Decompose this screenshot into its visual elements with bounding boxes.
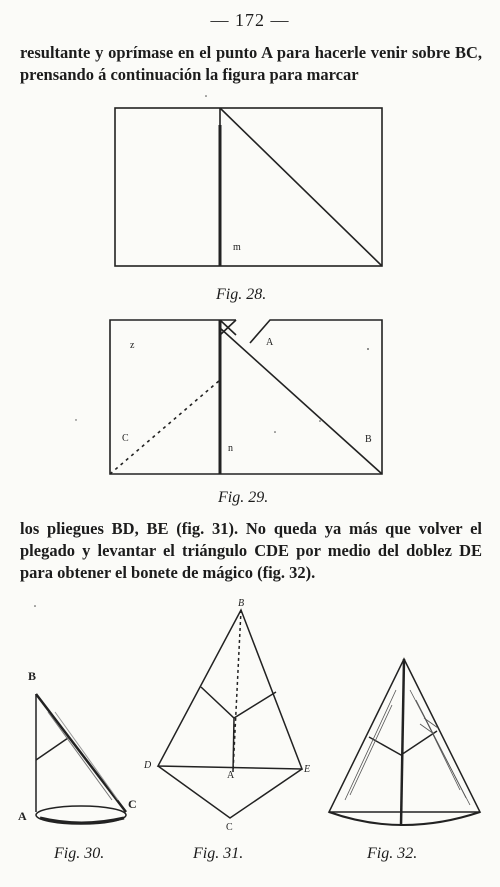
figure-29 [110, 320, 382, 474]
fig31-center-line [233, 718, 234, 772]
paragraph-bottom: los pliegues BD, BE (fig. 31). No queda ya más que volver el plegado y levantar el triángulo CDE por medio del doblez DE para obtener el bonete de mágico (fig. 32). [20, 519, 482, 582]
fig28-diagonal [220, 108, 382, 266]
fig29-label-z: z [130, 340, 135, 351]
paragraph-top: resultante y oprímase en el punto A para hacerle venir sobre BC, prensando á continuación la figura para marcar [20, 43, 482, 84]
fig32-caption: Fig. 32. [367, 845, 418, 862]
fig28-caption: Fig. 28. [216, 286, 267, 303]
fig28-label-m: m [233, 242, 241, 253]
figure-31 [158, 610, 302, 818]
fig29-outline [110, 320, 382, 474]
fig30-right-edge [36, 694, 126, 812]
fig30-shade-1 [48, 712, 112, 800]
fig29-dotted-fold [110, 380, 220, 474]
page-number: — 172 — [210, 10, 290, 30]
fig29-label-n: n [228, 443, 233, 454]
fig30-caption: Fig. 30. [54, 845, 105, 862]
fig31-label-C: C [226, 822, 233, 833]
fig32-base-curve [329, 812, 480, 825]
fig29-diagonal [220, 328, 382, 474]
fig31-label-D: D [144, 760, 152, 771]
fig31-label-B: B [238, 598, 245, 609]
fig32-hatching [345, 690, 470, 805]
fig31-label-A: A [227, 770, 235, 781]
fig28-outer-rectangle [115, 108, 382, 266]
fig30-shade-2 [55, 712, 118, 800]
fig31-label-E: E [304, 764, 311, 775]
fig31-main-triangle [158, 610, 302, 769]
fig30-label-A: A [18, 809, 27, 823]
fig29-label-A: A [266, 337, 274, 348]
figure-30 [36, 694, 126, 824]
figure-28 [115, 108, 382, 266]
fig31-caption: Fig. 31. [193, 845, 244, 862]
fig30-fold-line [36, 738, 68, 760]
figure-32 [329, 659, 480, 826]
fig32-center-edge [401, 659, 404, 826]
fig30-label-C: C [128, 797, 137, 811]
fig30-label-B: B [28, 669, 37, 683]
fig29-caption: Fig. 29. [218, 489, 269, 506]
fig31-inner-fold [201, 687, 276, 718]
fig29-label-B: B [365, 434, 372, 445]
fig29-label-C: C [122, 433, 129, 444]
